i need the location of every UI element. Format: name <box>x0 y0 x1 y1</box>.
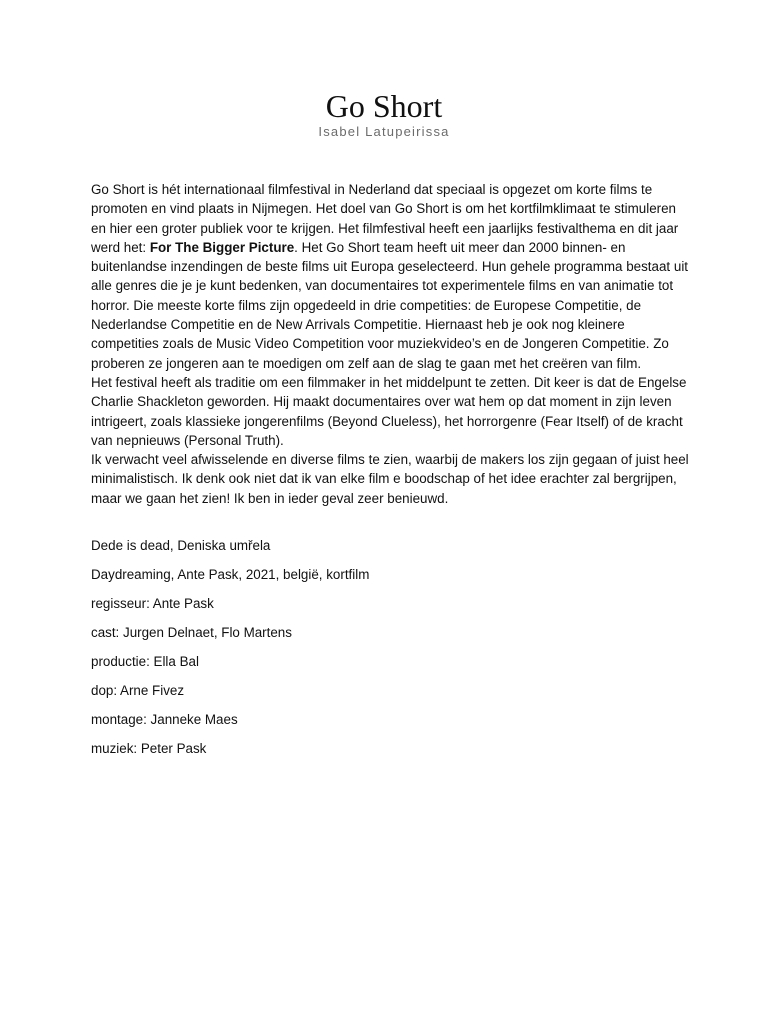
document-author: Isabel Latupeirissa <box>318 124 450 139</box>
credit-line: regisseur: Ante Pask <box>91 596 214 611</box>
paragraph-intro <box>91 180 691 373</box>
paragraph-filmmaker: Het festival heeft als traditie om een filmmaker in het middelpunt te zetten. Dit keer is dat de Engelse Charlie Shackleton geworden. Hij maakt documentaires over wat hem op dat moment in zijn leven intrigeert, zoals klassieke jongerenfilms (Beyond Clueless), het horrorgenre (Fear Itself) of de kracht van nepnieuws (Personal Truth). <box>91 374 687 448</box>
document-title: Go Short <box>325 88 443 124</box>
credit-line: productie: Ella Bal <box>91 654 199 669</box>
paragraph-intro-text-a: Go Short is hét internationaal filmfestival in Nederland dat speciaal is opgezet om korte films te promoten en vind plaats in Nijmegen. Het doel van Go Short is om het kortfilmklimaat te stimuleren en hier een groter publiek voor te krijgen. Het filmfestival heeft een jaarlijks festivalthema en dit jaar werd het: <box>91 182 679 255</box>
credit-line: Dede is dead, Deniska umřela <box>91 538 271 553</box>
credit-line: muziek: Peter Pask <box>91 741 207 756</box>
credit-line: dop: Arne Fivez <box>91 683 185 698</box>
article-body <box>91 180 691 508</box>
credit-line: Daydreaming, Ante Pask, 2021, belgië, kortfilm <box>91 567 370 582</box>
credit-line: montage: Janneke Maes <box>91 712 238 727</box>
paragraph-expectation: Ik verwacht veel afwisselende en diverse films te zien, waarbij de makers los zijn gegaan of juist heel minimalistisch. Ik denk ook niet dat ik van elke film e boodschap of het idee erachter zal bergrijpen, maar we gaan het zien! Ik ben in ieder geval zeer benieuwd. <box>91 452 689 506</box>
festival-theme: For The Bigger Picture <box>149 239 295 255</box>
credit-line: cast: Jurgen Delnaet, Flo Martens <box>91 625 292 640</box>
paragraph-intro-text-b: . Het Go Short team heeft uit meer dan 2000 binnen- en buitenlandse inzendingen de beste films uit Europa geselecteerd. Hun gehele programma bestaat uit alle genres die je je kunt bedenken, van documentaires tot experimentele films en van animatie tot horror. Die meeste korte films zijn opgedeeld in drie competities: de Europese Competitie, de Nederlandse Competitie en de New Arrivals Competitie. Hiernaast heb je ook nog kleinere competities zoals de Music Video Competition voor muziekvideo’s en de Jongeren Competitie. Zo proberen ze jongeren aan te moedigen om zelf aan de slag te gaan met het creëren van film. <box>91 239 689 371</box>
film-credits <box>91 536 691 768</box>
